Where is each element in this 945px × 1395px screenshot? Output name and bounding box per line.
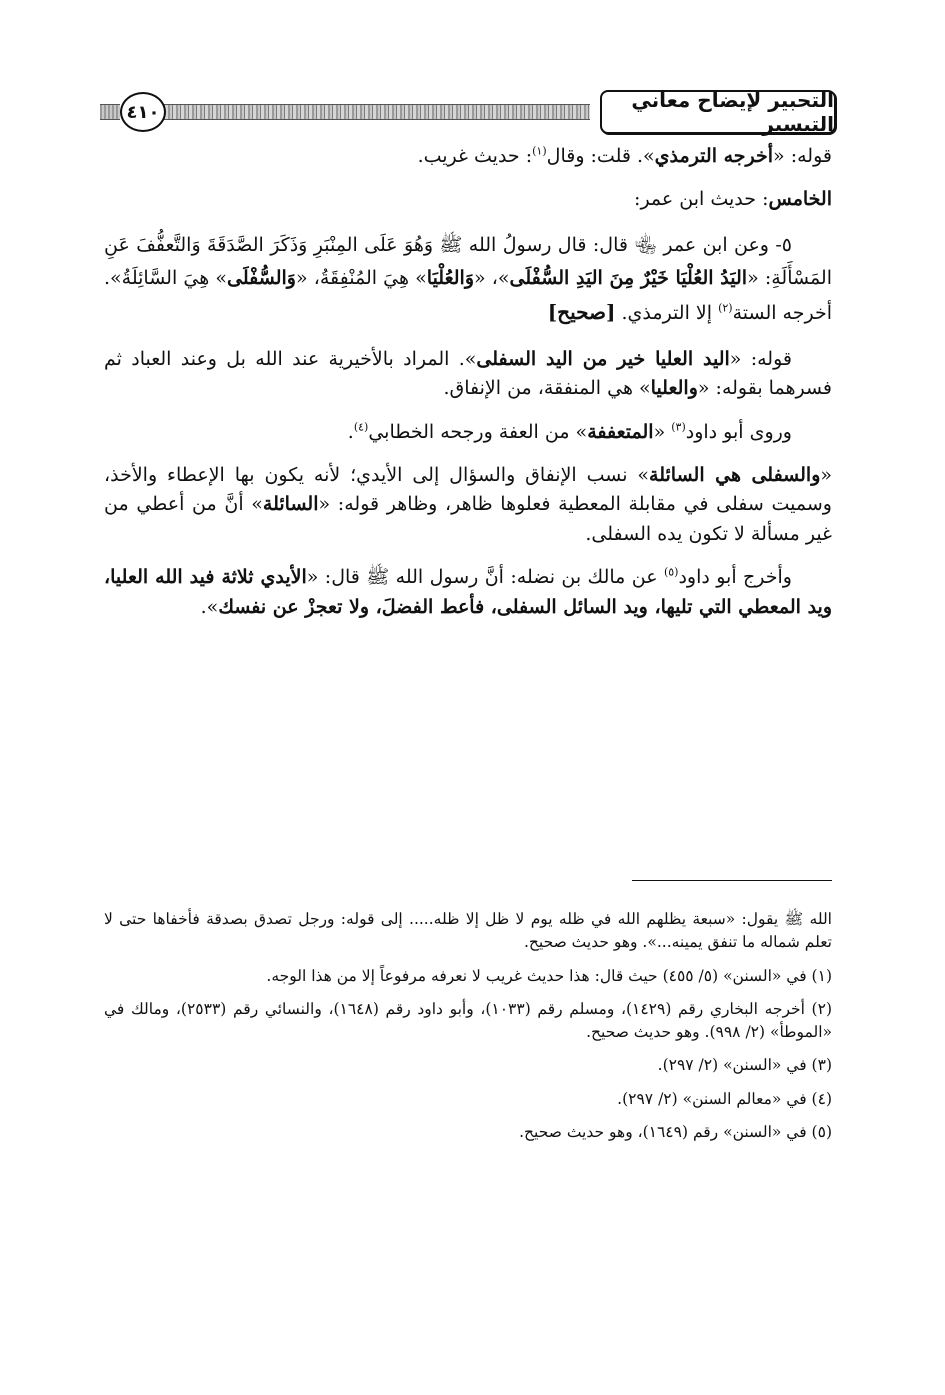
text-run: » أنَّ من أعطي من غير مسألة لا تكون يده السفلى. [104, 493, 832, 545]
paragraph-7 [104, 563, 832, 622]
bold-quote: السائلة [262, 493, 319, 516]
text-run: إلا الترمذي. [615, 302, 719, 325]
text-run: قوله: « [773, 145, 832, 167]
footnote-ref-4: (٤) [353, 420, 369, 434]
text-run: « [820, 463, 832, 486]
paragraph-1 [104, 142, 832, 171]
text-run: » نسب الإنفاق والسؤال إلى الأيدي؛ لأنه يكون بها الإعطاء والأخذ، وسميت سفلى في مقابلة المعطية فعلوها ظاهر، وظاهر قوله: « [104, 463, 832, 516]
text-run: قوله: « [729, 347, 792, 370]
header-decorative-band [160, 104, 590, 120]
text-run: وروى أبو داود [685, 420, 792, 443]
footnote-continuation: الله ﷺ يقول: «سبعة يظلهم الله في ظله يوم لا ظل إلا ظله..... إلى قوله: ورجل تصدق بصدقة فأخفاها حتى لا تعلم شماله ما تنفق يمينه...». وهو حديث صحيح. [104, 910, 832, 952]
hadith-paragraph [104, 229, 832, 331]
bold-quote: والسفلى هي السائلة [649, 463, 821, 486]
footnote-ref-3: (٣) [671, 420, 686, 434]
header-decorative-band-left [100, 104, 120, 120]
section-heading [104, 185, 832, 214]
text-run: عن مالك بن نضله: أنَّ رسول الله ﷺ قال: « [306, 566, 664, 589]
footnote-ref-2: (٢) [718, 302, 733, 316]
text-run: : حديث ابن عمر: [634, 188, 769, 211]
paragraph-5 [104, 418, 832, 447]
footnotes [104, 908, 832, 1154]
footnote-ref-5: (٥) [663, 565, 679, 579]
text-run: » هي المنفقة، من الإنفاق. [443, 377, 651, 400]
footnote-ref-1: (١) [532, 144, 547, 158]
footnote-1: (١) في «السنن» (٥/ ٤٥٥) حيث قال: هذا حديث غريب لا نعرفه مرفوعاً إلا من هذا الوجه. [266, 966, 832, 985]
bold-quote: اليد العليا خير من اليد السفلى [476, 347, 730, 370]
page-header [100, 86, 840, 136]
section-label: الخامس [768, 188, 832, 211]
text-run: ». [200, 595, 219, 618]
text-run: » من العفة ورجحه الخطابي [368, 420, 588, 443]
footnote-3: (٣) في «السنن» (٢/ ٢٩٧). [657, 1056, 832, 1075]
bold-quote: أخرجه الترمذي [654, 145, 774, 167]
footnote-separator [632, 880, 832, 881]
paragraph-6 [104, 461, 832, 549]
hadith-grade: [صحيح] [547, 300, 616, 325]
bold-quote: الأيدي ثلاثة فيد الله العليا، ويد المعطي التي تليها، ويد السائل السفلى، فأعط الفضلَ، ولا تعجزْ عن نفسك [104, 566, 832, 618]
bold-quote: والعليا [650, 377, 698, 400]
text-run: « [653, 420, 672, 443]
text-run: : حديث غريب. [417, 145, 533, 167]
footnote-5: (٥) في «السنن» رقم (١٦٤٩)، وهو حديث صحيح. [519, 1122, 832, 1141]
text-run: . [347, 420, 354, 443]
text-run: ». قلت: وقال [546, 145, 655, 167]
text-run: وأخرج أبو داود [678, 566, 792, 589]
paragraph-4 [104, 345, 832, 404]
text-run: ». المراد بالأخيرية عند الله بل وعند العباد ثم فسرهما بقوله: « [104, 347, 832, 400]
text-run: » هِيَ المُنْفِقَةُ، « [295, 267, 427, 290]
running-title: التحبير لإيضاح معاني التيسير [600, 90, 836, 134]
text-run: » هِيَ السَّائِلَةُ». أخرجه الستة [104, 267, 832, 325]
footnote-2: (٢) أخرجه البخاري رقم (١٤٢٩)، ومسلم رقم (١٠٣٣)، وأبو داود رقم (١٦٤٨)، والنسائي رقم (٢٥٣٣)، ومالك في «الموطأ» (٢/ ٩٩٨). وهو حديث صحيح. [104, 999, 832, 1041]
text-run: »، « [474, 267, 510, 290]
bold-quote: وَالعُلْيَا [426, 267, 475, 290]
main-text [104, 142, 832, 636]
text-run: ٥- وعن ابن عمر ﵄ قال: قال رسولُ الله ﷺ وَهُوَ عَلَى المِنْبَرِ وَذَكَرَ الصَّدَقَةَ وَالتَّعفُّفَ عَنِ المَسْأَلَةِ: « [104, 233, 832, 290]
bold-quote: اليَدُ العُلْيَا خَيْرٌ مِنَ اليَدِ السُّفْلَى [509, 267, 748, 290]
bold-quote: وَالسُّفْلَى [227, 267, 296, 290]
bold-quote: المتعففة [587, 420, 654, 443]
page-number: ٤١٠ [120, 92, 166, 132]
footnote-4: (٤) في «معالم السنن» (٢/ ٢٩٧). [617, 1089, 832, 1108]
